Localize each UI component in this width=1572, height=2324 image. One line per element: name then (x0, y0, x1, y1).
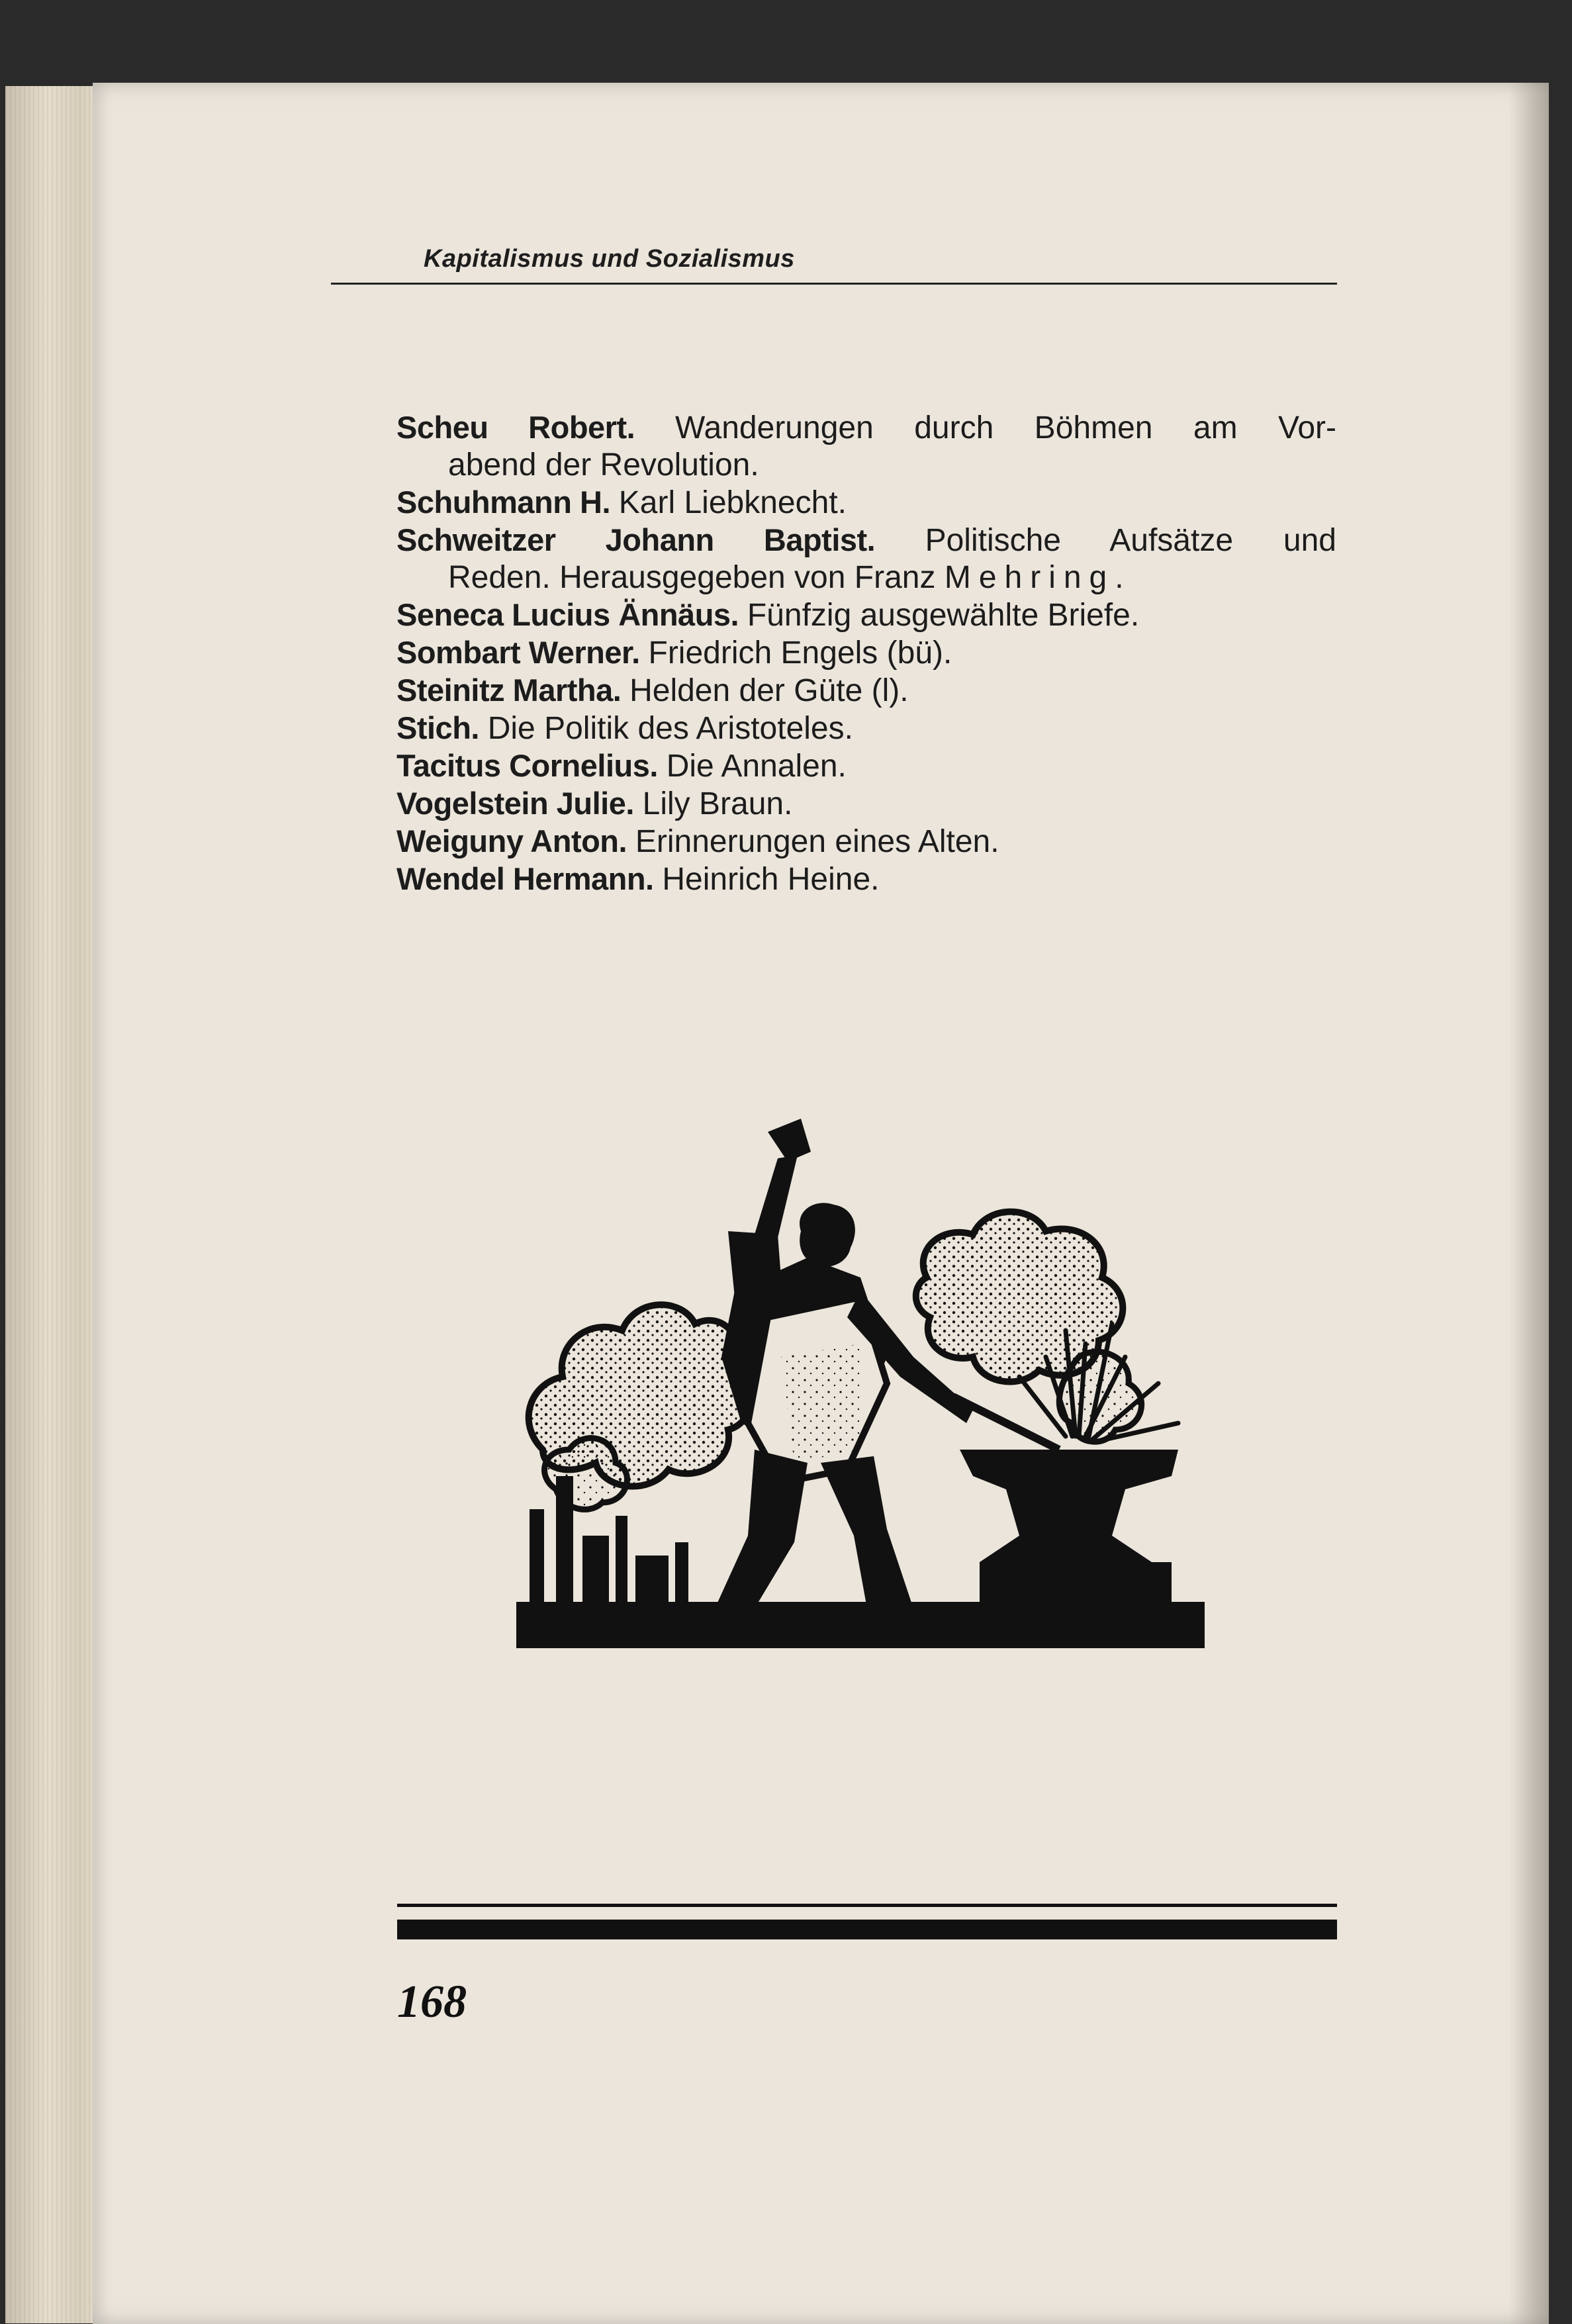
book-title: Politische Aufsätze und (925, 523, 1336, 558)
book-title: Fünfzig ausgewählte Briefe. (747, 598, 1140, 633)
author-name: Schuhmann H. (396, 485, 611, 520)
footer-rule-thick (397, 1920, 1337, 1939)
list-item (396, 785, 1336, 823)
book-title: Die Politik des Aristoteles. (487, 711, 853, 746)
author-name: Steinitz Martha. (396, 673, 622, 708)
blacksmith-illustration-icon (516, 1079, 1205, 1661)
list-item (396, 522, 1336, 596)
editor-name: Mehring. (944, 560, 1132, 595)
author-name: Weiguny Anton. (396, 823, 627, 859)
bibliography-list (396, 409, 1336, 898)
author-name: Wendel Hermann. (396, 861, 654, 896)
book-title: Friedrich Engels (bü). (648, 635, 952, 671)
list-item (396, 634, 1336, 672)
page-gutter-shadow (1509, 83, 1549, 2324)
author-name: Vogelstein Julie. (396, 786, 634, 821)
book-title: Die Annalen. (666, 749, 847, 784)
author-name: Sombart Werner. (396, 635, 640, 670)
book-title: Lily Braun. (642, 786, 793, 821)
author-name: Scheu Robert. (396, 410, 635, 445)
list-item (396, 596, 1336, 634)
running-head (331, 245, 1337, 285)
book-title: Wanderungen durch Böhmen am Vor- (675, 410, 1336, 445)
book-title-part: Reden. Herausgegeben von Franz (448, 560, 936, 595)
running-head-text: Kapitalismus und Sozialismus (424, 245, 795, 273)
book-title: Helden der Güte (l). (629, 673, 909, 708)
author-name: Schweitzer Johann Baptist. (396, 522, 876, 557)
list-item (396, 710, 1336, 747)
list-item (396, 747, 1336, 785)
book-title-continued (396, 559, 1336, 596)
list-item (396, 409, 1336, 484)
author-name: Stich. (396, 710, 479, 745)
book-title: Heinrich Heine. (662, 862, 880, 897)
list-item (396, 484, 1336, 522)
list-item (396, 823, 1336, 860)
book-title: Karl Liebknecht. (618, 485, 847, 520)
page-number: 168 (397, 1976, 467, 2027)
anvil (960, 1450, 1178, 1608)
book-title-continued: abend der Revolution. (448, 447, 759, 483)
footer-rule-thin (397, 1904, 1337, 1907)
list-item (396, 860, 1336, 898)
list-item (396, 672, 1336, 710)
author-name: Tacitus Cornelius. (396, 748, 658, 783)
author-name: Seneca Lucius Ännäus. (396, 597, 739, 632)
book-title: Erinnerungen eines Alten. (635, 824, 999, 859)
